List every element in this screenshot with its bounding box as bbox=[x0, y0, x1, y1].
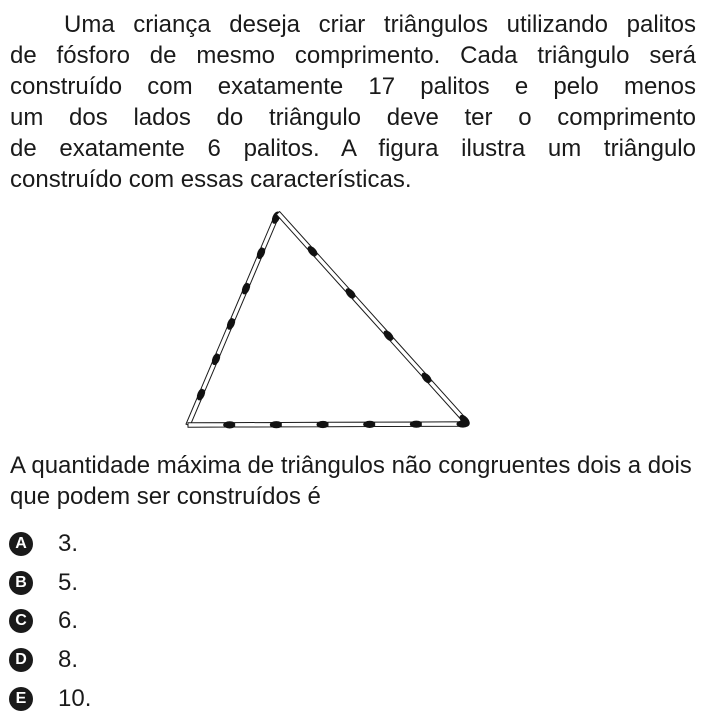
option-c[interactable] bbox=[9, 602, 309, 641]
option-letter-badge: D bbox=[9, 648, 33, 672]
option-text: 8. bbox=[58, 646, 79, 674]
option-letter-badge: A bbox=[9, 532, 33, 556]
question-stem bbox=[10, 9, 696, 195]
matchstick-triangle bbox=[0, 205, 706, 435]
stem-line: de exatamente 6 palitos. A figura ilustra um triângulo bbox=[10, 135, 696, 162]
option-letter-badge: B bbox=[9, 571, 33, 595]
stem-line: construído com exatamente 17 palitos e pelo menos bbox=[10, 73, 696, 100]
stem-line: Uma criança deseja criar triângulos utilizando palitos bbox=[64, 11, 696, 38]
option-letter-badge: E bbox=[9, 687, 33, 711]
option-letter-badge: C bbox=[9, 609, 33, 633]
option-a[interactable] bbox=[9, 525, 309, 564]
option-text: 10. bbox=[58, 684, 92, 712]
answer-options bbox=[9, 525, 309, 718]
stem-line: de fósforo de mesmo comprimento. Cada triângulo será bbox=[10, 42, 696, 69]
option-d[interactable] bbox=[9, 641, 309, 680]
matchstick-head bbox=[456, 420, 469, 427]
option-b[interactable] bbox=[9, 564, 309, 603]
option-e[interactable] bbox=[9, 679, 309, 718]
matchstick-triangle-figure bbox=[0, 205, 706, 435]
option-text: 3. bbox=[58, 530, 79, 558]
option-text: 5. bbox=[58, 568, 79, 596]
option-text: 6. bbox=[58, 607, 79, 635]
stem-line: um dos lados do triângulo deve ter o comprimento bbox=[10, 104, 696, 131]
stem-line: construído com essas características. bbox=[10, 166, 412, 193]
question-prompt: A quantidade máxima de triângulos não congruentes dois a dois que podem ser construídos é bbox=[10, 452, 692, 510]
